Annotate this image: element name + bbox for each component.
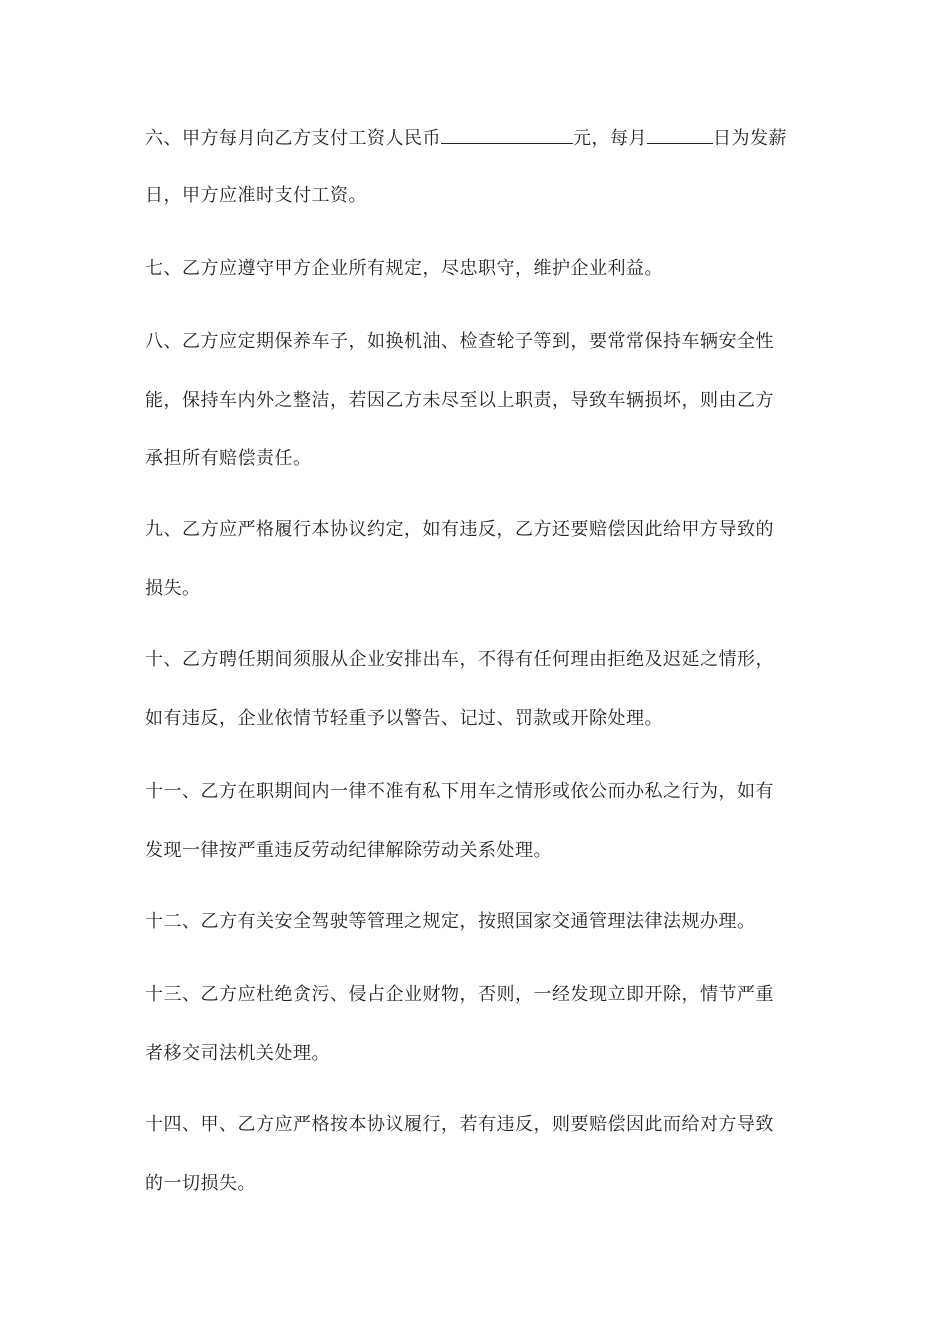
clause-13-line-1: 十三、乙方应杜绝贪污、侵占企业财物，否则，一经发现立即开除，情节严重 bbox=[145, 984, 774, 1005]
clause-12-line-1: 十二、乙方有关安全驾驶等管理之规定，按照国家交通管理法律法规办理。 bbox=[145, 911, 756, 932]
clause-11-line-2: 发现一律按严重违反劳动纪律解除劳动关系处理。 bbox=[145, 840, 552, 861]
clause-6-text-a: 六、甲方每月向乙方支付工资人民币 bbox=[145, 128, 441, 149]
clause-6-text-b: 元，每月 bbox=[573, 128, 647, 149]
clause-8-line-2: 能，保持车内外之整洁，若因乙方未尽至以上职责，导致车辆损坏，则由乙方 bbox=[145, 390, 774, 411]
clause-14-line-1: 十四、甲、乙方应严格按本协议履行，若有违反，则要赔偿因此而给对方导致 bbox=[145, 1114, 774, 1135]
payday-blank bbox=[647, 125, 713, 144]
clause-9-line-1: 九、乙方应严格履行本协议约定，如有违反，乙方还要赔偿因此给甲方导致的 bbox=[145, 519, 774, 540]
clause-9-line-2: 损失。 bbox=[145, 578, 201, 599]
clause-13-line-2: 者移交司法机关处理。 bbox=[145, 1043, 330, 1064]
wage-amount-blank bbox=[441, 125, 573, 144]
clause-10-line-1: 十、乙方聘任期间须服从企业安排出车，不得有任何理由拒绝及迟延之情形， bbox=[145, 649, 774, 670]
clause-10-line-2: 如有违反，企业依情节轻重予以警告、记过、罚款或开除处理。 bbox=[145, 708, 663, 729]
clause-6-line-2: 日，甲方应准时支付工资。 bbox=[145, 185, 367, 206]
clause-14-line-2: 的一切损失。 bbox=[145, 1173, 256, 1194]
clause-6-text-c: 日为发薪 bbox=[713, 128, 787, 149]
clause-8-line-1: 八、乙方应定期保养车子，如换机油、检查轮子等到，要常常保持车辆安全性 bbox=[145, 331, 774, 352]
clause-11-line-1: 十一、乙方在职期间内一律不准有私下用车之情形或依公而办私之行为，如有 bbox=[145, 781, 774, 802]
clause-7-line-1: 七、乙方应遵守甲方企业所有规定，尽忠职守，维护企业利益。 bbox=[145, 258, 663, 279]
clause-8-line-3: 承担所有赔偿责任。 bbox=[145, 448, 312, 469]
clause-6-line-1 bbox=[145, 125, 815, 151]
